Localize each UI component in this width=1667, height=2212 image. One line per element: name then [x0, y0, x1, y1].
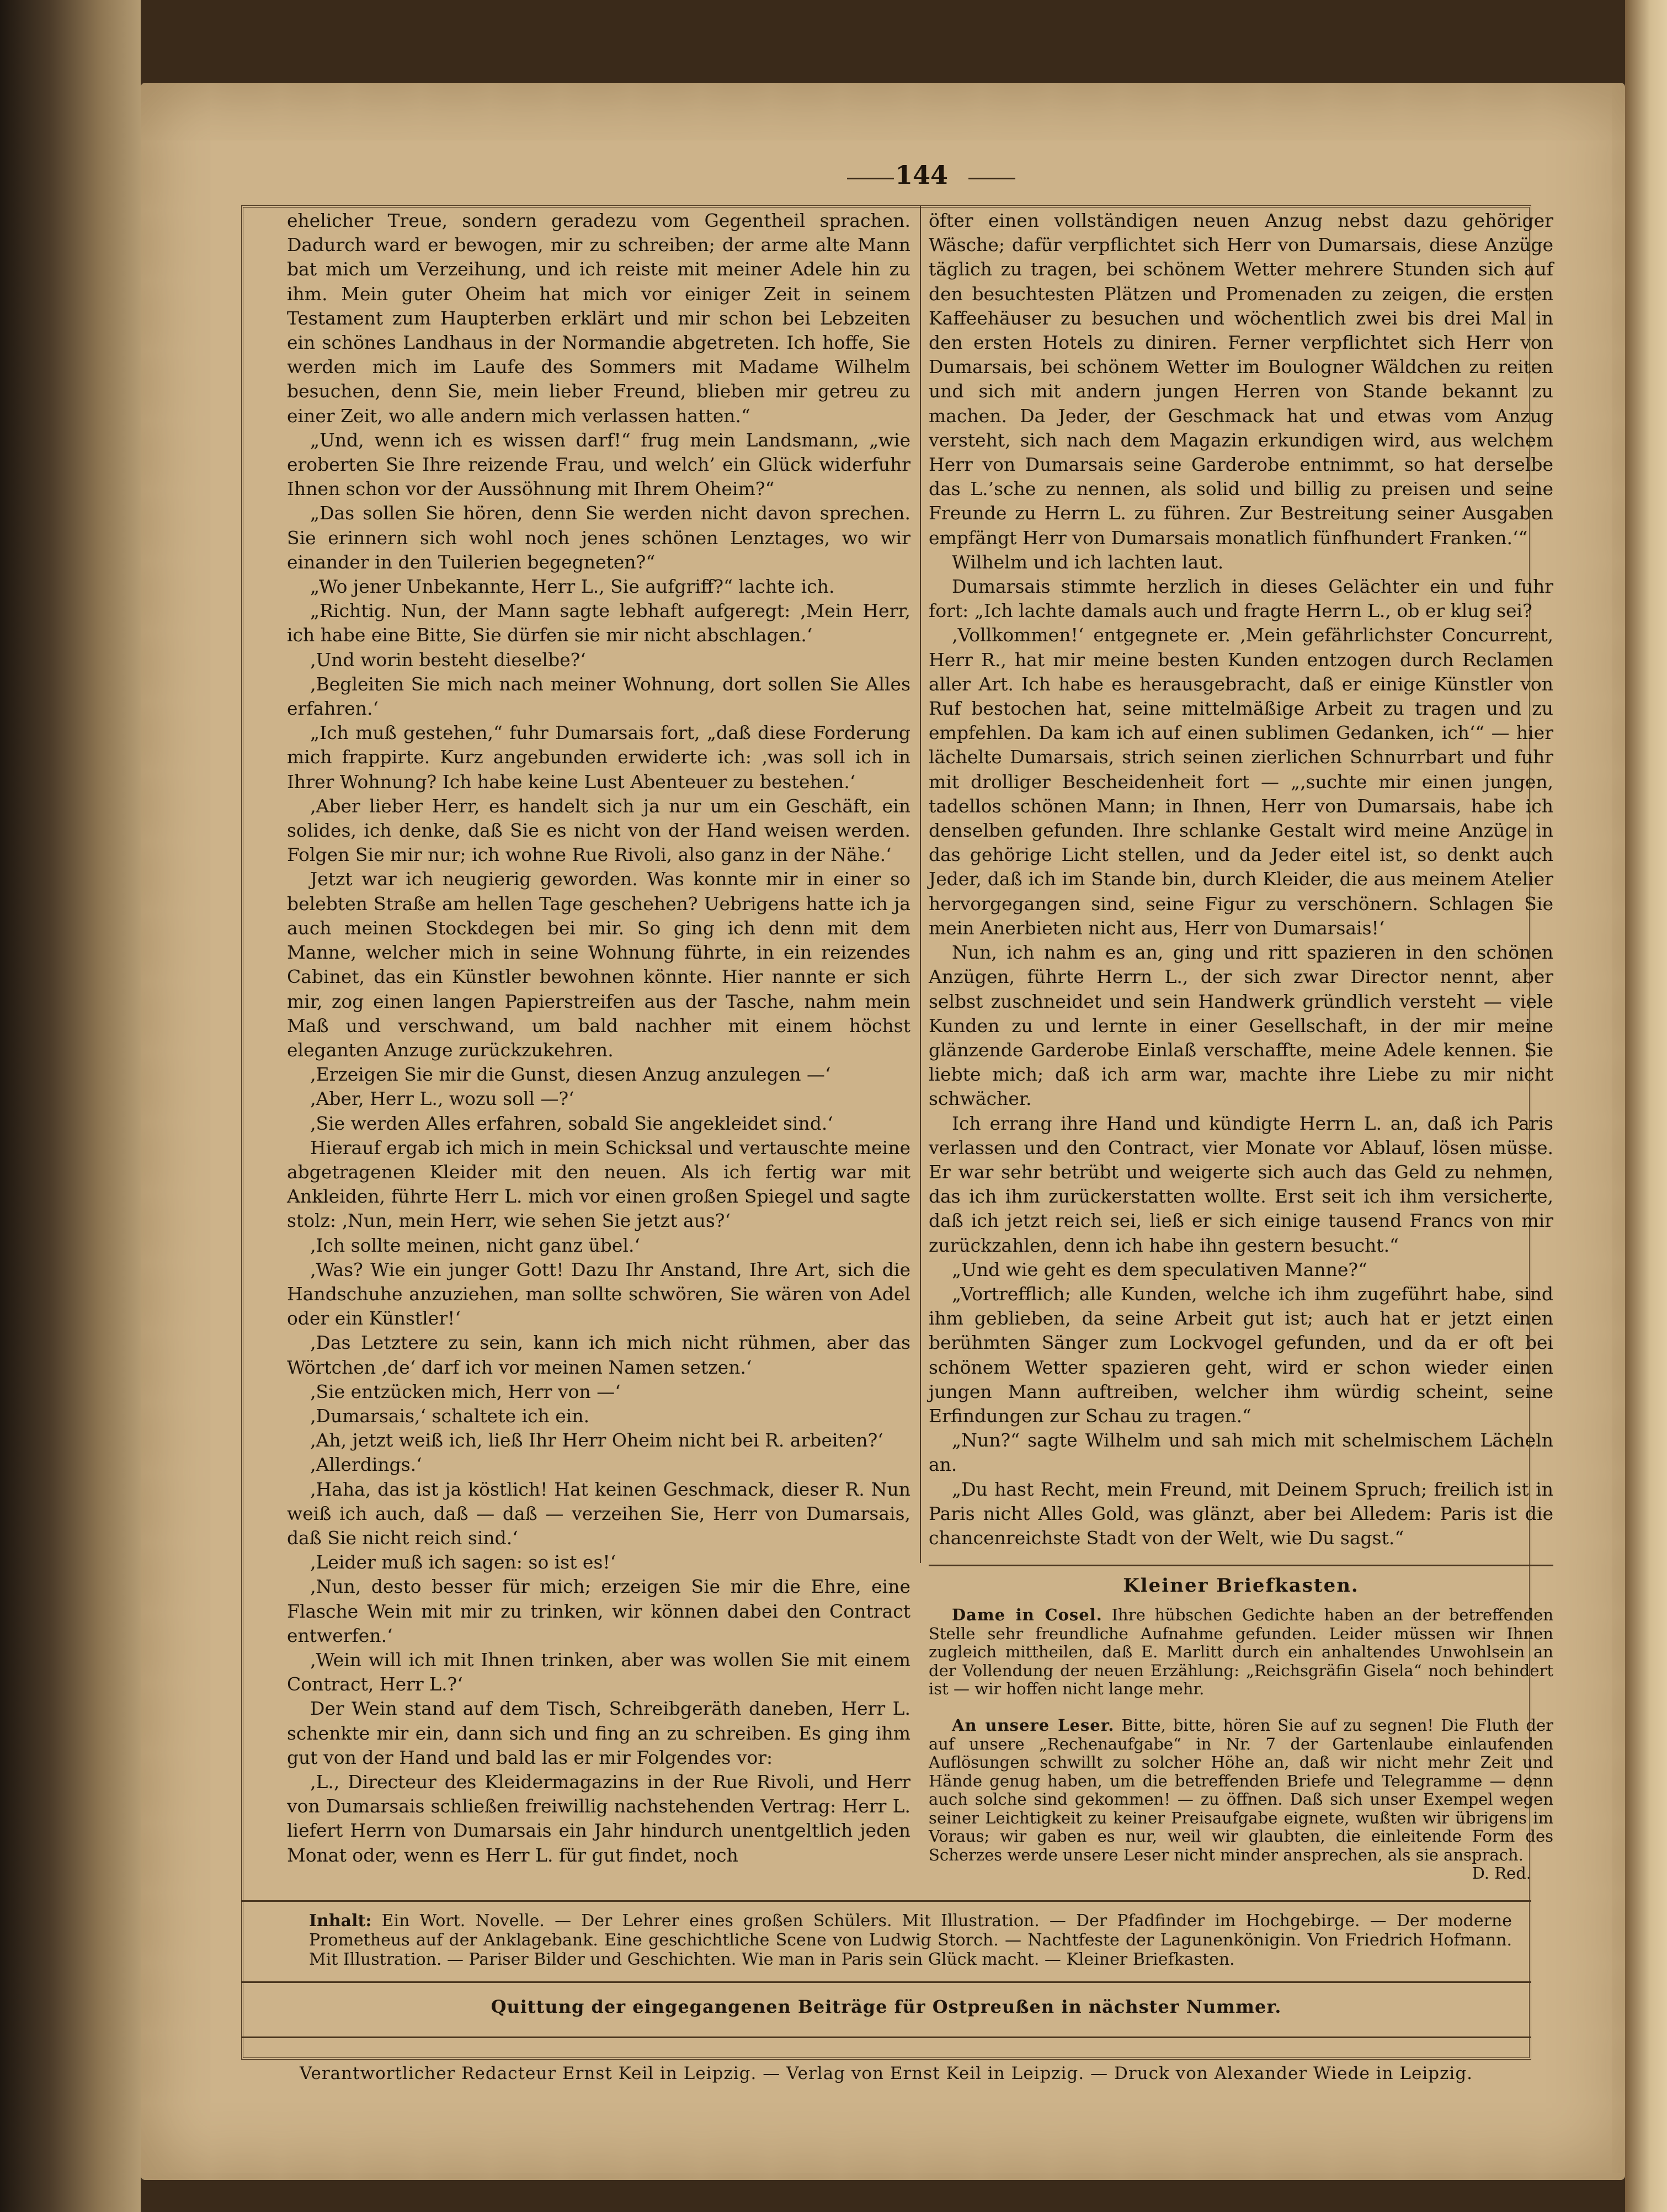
- paragraph: „Du hast Recht, mein Freund, mit Deinem Spruch; freilich ist in Paris nicht Alles Gold, was glänzt, aber bei Alledem: Paris ist die chancenreichste Stadt von der Welt, wie Du sagst.“: [929, 1478, 1553, 1549]
- page-number-ornament-right: [968, 178, 1015, 179]
- briefkasten-entry-2-head: An unsere Leser.: [952, 1716, 1115, 1735]
- briefkasten-rule: [929, 1565, 1553, 1566]
- paragraph: ‚Und worin besteht dieselbe?‘: [310, 648, 586, 671]
- paragraph: ‚Haha, das ist ja köstlich! Hat keinen Geschmack, dieser R. Nun weiß ich auch, daß — daß — verzeihen Sie, Herr von Dumarsais, daß Sie nicht reich sind.‘: [287, 1478, 910, 1549]
- paragraph: ‚Sie entzücken mich, Herr von —‘: [310, 1380, 621, 1402]
- briefkasten-entry-2-text: Bitte, bitte, hören Sie auf zu segnen! Die Fluth der auf unsere „Rechenaufgabe“ in Nr. 7 der Gartenlaube einlaufenden Auflösungen schwillt zu solcher Höhe an, daß wir nicht mehr Zeit und Hände genug haben, um die betreffenden Briefe und Telegramme — denn auch solche sind gekommen! — zu öffnen. Daß sich unser Exempel wegen seiner Leichtigkeit zu keiner Preisaufgabe eignete, wußten wir übrigens im Voraus; wir gaben es nur, weil wir glaubten, die einleitende Form des Scherzes werde unsere Leser nicht minder ansprechen, als sie ansprach.: [929, 1716, 1554, 1864]
- paragraph: „Vortrefflich; alle Kunden, welche ich ihm zugeführt habe, sind ihm geblieben, da seine Arbeit gut ist; auch hat er jetzt einen berühmten Sänger zum Lockvogel gefunden, und da er oft bei schönem Wetter spazieren geht, wird er schon wieder einen jungen Mann auftreiben, welcher ihm würdig scheint, seine Erfindungen zur Schau zu tragen.“: [929, 1283, 1553, 1427]
- paragraph: ‚Aber, Herr L., wozu soll —?‘: [310, 1088, 574, 1110]
- book-spine: [0, 0, 141, 2212]
- quittung-notice: Quittung der eingegangenen Beiträge für Ostpreußen in nächster Nummer.: [491, 1996, 1282, 2017]
- facing-page-edge: [1625, 0, 1667, 2212]
- briefkasten-entry-1-text: Ihre hübschen Gedichte haben an der betreffenden Stelle sehr freundliche Aufnahme gefunden. Leider müssen wir Ihnen zugleich mittheilen, daß E. Marlitt durch ein anhaltendes Unwohlsein an der Vollendung der neuen Erzählung: „Reichsgräfin Gisela“ noch behindert ist — wir hoffen nicht lange mehr.: [929, 1605, 1554, 1698]
- briefkasten-signature: D. Red.: [1472, 1864, 1531, 1883]
- paragraph: ‚Das Letztere zu sein, kann ich mich nicht rühmen, aber das Wörtchen ‚de‘ darf ich vor meinen Namen setzen.‘: [287, 1332, 910, 1378]
- paragraph: „Richtig. Nun, der Mann sagte lebhaft aufgeregt: ‚Mein Herr, ich habe eine Bitte, Sie dürfen sie mir nicht abschlagen.‘: [287, 600, 910, 646]
- paragraph: Jetzt war ich neugierig geworden. Was konnte mir in einer so belebten Straße am hellen Tage geschehen? Uebrigens hatte ich ja auch meinen Stockdegen bei mir. So ging ich denn mit dem Manne, welcher mich in seine Wohnung führte, in ein reizendes Cabinet, das ein Künstler bewohnen könnte. Hier nannte er sich mir, zog einen langen Papierstreifen aus der Tasche, nahm mein Maß und verschwand, um bald nachher mit einem höchst eleganten Anzuge zurückzukehren.: [287, 868, 910, 1061]
- paragraph: ‚Vollkommen!‘ entgegnete er. ‚Mein gefährlichster Concurrent, Herr R., hat mir meine besten Kunden entzogen durch Reclamen aller Art. Ich habe es herausgebracht, daß er einige Künstler von Ruf bestochen hat, seine mittelmäßige Arbeit zu tragen und zu empfehlen. Da kam ich auf einen sublimen Gedanken, ich‘“ — hier lächelte Dumarsais, strich seinen zierlichen Schnurrbart und fuhr mit drolliger Bescheidenheit fort — „‚suchte mir einen jungen, tadellos schönen Mann; in Ihnen, Herr von Dumarsais, habe ich denselben gefunden. Ihre schlanke Gestalt wird meine Anzüge in das gehörige Licht stellen, und da Jeder eitel ist, so denkt auch Jeder, daß ich im Stande bin, durch Kleider, die aus meinem Atelier hervorgegangen sind, seine Figur zu verschönern. Schlagen Sie mein Anerbieten nicht aus, Herr von Dumarsais!‘: [929, 624, 1553, 939]
- paragraph: ‚Wein will ich mit Ihnen trinken, aber was wollen Sie mit einem Contract, Herr L.?‘: [287, 1649, 910, 1695]
- paragraph: Der Wein stand auf dem Tisch, Schreibgeräth daneben, Herr L. schenkte mir ein, dann sich und fing an zu schreiben. Es ging ihm gut von der Hand und bald las er mir Folgendes vor:: [287, 1698, 910, 1768]
- paragraph: „Ich muß gestehen,“ fuhr Dumarsais fort, „daß diese Forderung mich frappirte. Kurz angebunden erwiderte ich: ‚was soll ich in Ihrer Wohnung? Ich habe keine Lust Abenteuer zu bestehen.‘: [287, 722, 910, 793]
- paragraph: ‚Ich sollte meinen, nicht ganz übel.‘: [310, 1234, 640, 1256]
- paragraph: ‚Sie werden Alles erfahren, sobald Sie angekleidet sind.‘: [310, 1112, 833, 1134]
- paragraph: ‚Ah, jetzt weiß ich, ließ Ihr Herr Oheim nicht bei R. arbeiten?‘: [310, 1429, 883, 1451]
- paragraph: Nun, ich nahm es an, ging und ritt spazieren in den schönen Anzügen, führte Herrn L., der sich zwar Director nennt, aber selbst zuschneidet und sein Handwerk gründlich versteht — viele Kunden zu und lernte in einer Gesellschaft, in der mir meine glänzende Garderobe Einlaß verschaffte, meine Adele kennen. Sie liebte mich; daß ich arm war, machte ihre Liebe zu mir nicht schwächer.: [929, 942, 1553, 1110]
- paragraph: ‚Erzeigen Sie mir die Gunst, diesen Anzug anzulegen —‘: [310, 1064, 831, 1086]
- toc-rule-top: [241, 1900, 1531, 1902]
- paragraph: Dumarsais stimmte herzlich in dieses Gelächter ein und fuhr fort: „Ich lachte damals auch und fragte Herrn L., ob er klug sei?: [929, 576, 1553, 622]
- paragraph: ‚Leider muß ich sagen: so ist es!‘: [310, 1551, 616, 1573]
- paragraph: ‚Aber lieber Herr, es handelt sich ja nur um ein Geschäft, ein solides, ich denke, daß Sie es nicht von der Hand weisen werden. Folgen Sie mir nur; ich wohne Rue Rivoli, also ganz in der Nähe.‘: [287, 795, 910, 866]
- left-column: [287, 209, 910, 1868]
- paragraph: Hierauf ergab ich mich in mein Schicksal und vertauschte meine abgetragenen Kleider mit den neuen. Als ich fertig war mit Ankleiden, führte Herr L. mich vor einen großen Spiegel und sagte stolz: ‚Nun, mein Herr, wie sehen Sie jetzt aus?‘: [287, 1136, 910, 1232]
- briefkasten-title: Kleiner Briefkasten.: [1123, 1575, 1359, 1597]
- paragraph: ‚Nun, desto besser für mich; erzeigen Sie mir die Ehre, eine Flasche Wein mit mir zu trinken, wir können dabei den Contract entwerfen.‘: [287, 1576, 910, 1646]
- paragraph: öfter einen vollständigen neuen Anzug nebst dazu gehöriger Wäsche; dafür verpflichtet sich Herr von Dumarsais, diese Anzüge täglich zu tragen, bei schönem Wetter mehrere Stunden sich auf den besuchtesten Plätzen und Promenaden zu zeigen, die ersten Kaffeehäuser zu besuchen und wöchentlich zwei bis drei Mal in den ersten Hotels zu diniren. Ferner verpflichtet sich Herr von Dumarsais, bei schönem Wetter im Boulogner Wäldchen zu reiten und sich mit andern jungen Herren von Stande bekannt zu machen. Da Jeder, der Geschmack hat und etwas vom Anzug versteht, sich nach dem Magazin erkundigen wird, aus welchem Herr von Dumarsais seine Garderobe entnimmt, so hat derselbe das L.’sche zu nennen, als solid und billig zu preisen und seine Freunde zu Herrn L. zu führen. Zur Bestreitung seiner Ausgaben empfängt Herr von Dumarsais monatlich fünfhundert Franken.‘“: [929, 210, 1553, 549]
- column-divider: [920, 205, 921, 1563]
- imprint-footer: Verantwortlicher Redacteur Ernst Keil in Leipzig. — Verlag von Ernst Keil in Leipzig. — Druck von Alexander Wiede in Leipzig.: [299, 2064, 1473, 2083]
- briefkasten-entry-2: [929, 1716, 1553, 1883]
- right-column: [929, 209, 1553, 1550]
- paragraph: ehelicher Treue, sondern geradezu vom Gegentheil sprachen. Dadurch ward er bewogen, mir zu schreiben; der arme alte Mann bat mich um Verzeihung, und ich reiste mit meiner Adele hin zu ihm. Mein guter Oheim hat mich vor einiger Zeit in seinem Testament zum Haupterben erklärt und mir schon bei Lebzeiten ein schönes Landhaus in der Normandie abgetreten. Ich hoffe, Sie werden mich im Laufe des Sommers mit Madame Wilhelm besuchen, denn Sie, mein lieber Freund, blieben mir getreu zu einer Zeit, wo alle andern mich verlassen hatten.“: [287, 210, 910, 427]
- paragraph: ‚Was? Wie ein junger Gott! Dazu Ihr Anstand, Ihre Art, sich die Handschuhe anzuziehen, man sollte schwören, Sie wären von Adel oder ein Künstler!‘: [287, 1258, 910, 1330]
- paragraph: „Nun?“ sagte Wilhelm und sah mich mit schelmischem Lächeln an.: [929, 1429, 1553, 1476]
- briefkasten-entry-1-head: Dame in Cosel.: [952, 1605, 1103, 1624]
- briefkasten-entry-1: [929, 1606, 1553, 1699]
- page-number: 144: [894, 160, 949, 190]
- paragraph: ‚Begleiten Sie mich nach meiner Wohnung, dort sollen Sie Alles erfahren.‘: [287, 673, 910, 720]
- paragraph: Ich errang ihre Hand und kündigte Herrn L. an, daß ich Paris verlassen und den Contract, vier Monate vor Ablauf, lösen müsse. Er war sehr betrübt und weigerte sich auch das Geld zu nehmen, das ich ihm zurückerstatten wollte. Erst seit ich ihm versicherte, daß ich jetzt reich sei, ließ er sich einige tausend Francs von mir zurückzahlen, denn ich habe ihn gestern besucht.“: [929, 1112, 1553, 1256]
- paragraph: „Und, wenn ich es wissen darf!“ frug mein Landsmann, „wie eroberten Sie Ihre reizende Frau, und welch’ ein Glück widerfuhr Ihnen schon vor der Aussöhnung mit Ihrem Oheim?“: [287, 429, 910, 500]
- paragraph: ‚Dumarsais,‘ schaltete ich ein.: [310, 1405, 590, 1427]
- table-of-contents: [309, 1911, 1512, 1969]
- paragraph: „Das sollen Sie hören, denn Sie werden nicht davon sprechen. Sie erinnern sich wohl noch jenes schönen Lenztages, wo wir einander in den Tuilerien begegneten?“: [287, 502, 910, 573]
- paragraph: ‚Allerdings.‘: [310, 1454, 422, 1476]
- toc-text: Ein Wort. Novelle. — Der Lehrer eines großen Schülers. Mit Illustration. — Der Pfadfinder im Hochgebirge. — Der moderne Prometheus auf der Anklagebank. Eine geschichtliche Scene von Ludwig Storch. — Nachtfeste der Lagunenkönigin. Von Friedrich Hofmann. Mit Illustration. — Pariser Bilder und Geschichten. Wie man in Paris sein Glück macht. — Kleiner Briefkasten.: [309, 1911, 1512, 1969]
- paragraph: „Und wie geht es dem speculativen Manne?“: [952, 1258, 1367, 1280]
- paragraph: Wilhelm und ich lachten laut.: [952, 551, 1224, 573]
- footer-rule: [241, 2036, 1531, 2038]
- paragraph: „Wo jener Unbekannte, Herr L., Sie aufgriff?“ lachte ich.: [310, 576, 835, 598]
- paragraph: ‚L., Directeur des Kleidermagazins in der Rue Rivoli, und Herr von Dumarsais schließen freiwillig nachstehenden Vertrag: Herr L. liefert Herrn von Dumarsais ein Jahr hindurch unentgeltlich jeden Monat oder, wenn es Herr L. für gut findet, noch: [287, 1771, 910, 1866]
- toc-label: Inhalt:: [309, 1911, 372, 1931]
- toc-rule-bottom: [241, 1981, 1531, 1983]
